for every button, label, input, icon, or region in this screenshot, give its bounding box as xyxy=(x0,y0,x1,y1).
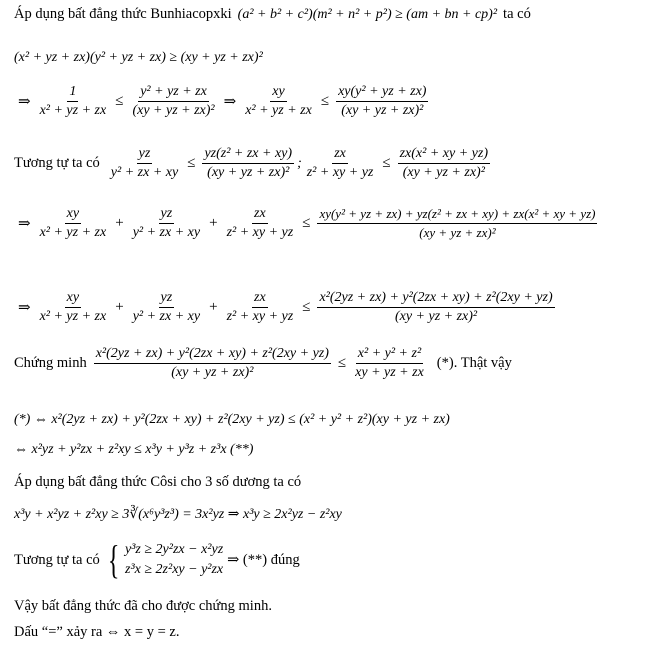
fraction: $\frac{yz}{\text{y² + zx + xy}}$ xyxy=(110,146,179,180)
fraction: $\frac{xy}{\text{x² + yz + zx}}$ xyxy=(245,84,312,118)
math-expression: (x² + yz + zx)(y² + yz + zx) ≥ (xy + yz + zx)² xyxy=(14,50,263,65)
implies-symbol: ⇒ xyxy=(18,300,31,316)
implies-symbol: ⇒ xyxy=(18,94,31,110)
fraction: $\frac{1}{\text{x² + yz + zx}}$ xyxy=(39,84,107,118)
text: ta có xyxy=(503,6,531,22)
line-similarly xyxy=(14,146,667,181)
fraction: $\frac{\text{xy(y² + yz + zx)}}{\text{(xy + yz + zx)²}}$ xyxy=(338,84,427,118)
fraction: $\frac{\text{y² + yz + zx}}{\text{(xy + yz + zx)²}}$ xyxy=(132,84,215,118)
relation: ≤ xyxy=(302,215,311,231)
fraction: $\frac{\text{xy(y² + yz + zx) + yz(z² + zx + xy) + zx(x² + xy + yz)}}{\text{(xy + yz + zx)²}}$ xyxy=(319,206,596,240)
text: ⇒ (**) đúng xyxy=(227,551,300,568)
line-similarly-system xyxy=(14,537,667,582)
relation: ≤ xyxy=(382,155,391,171)
implies-symbol: ⇒ xyxy=(223,94,237,110)
brace: { xyxy=(107,537,120,582)
line-bunhiacopxki xyxy=(14,6,667,23)
system-row: y³z ≥ 2y²zx − x²yz xyxy=(125,542,224,557)
fraction: $\frac{\text{yz(z² + zx + xy)}}{\text{(xy + yz + zx)²}}$ xyxy=(204,146,293,180)
text: Tương tự ta có xyxy=(14,155,100,171)
line-cosi-inequality xyxy=(14,506,667,523)
fraction: $\frac{yz}{\text{y² + zx + xy}}$ xyxy=(132,290,201,324)
fraction: $\frac{\text{x²(2yz + zx) + y²(2zx + xy) + z²(2xy + yz)}}{\text{(xy + yz + zx)²}}$ xyxy=(95,346,329,380)
fraction: $\frac{\text{zx(x² + xy + yz)}}{\text{(xy + yz + zx)²}}$ xyxy=(399,146,488,180)
text: Vậy bất đẳng thức đã cho được chứng minh. xyxy=(14,598,272,614)
line-inequality xyxy=(14,50,667,66)
fraction: $\frac{zx}{\text{z² + xy + yz}}$ xyxy=(226,290,294,324)
relation: ≤ xyxy=(337,355,347,371)
line-conclusion xyxy=(14,598,667,615)
text: Chứng minh xyxy=(14,355,87,371)
text: Dấu “=” xảy ra ⇔ x = y = z. xyxy=(14,624,180,640)
line-equality xyxy=(14,624,667,641)
fraction: $\frac{xy}{\text{x² + yz + zx}}$ xyxy=(39,290,107,324)
equation-system xyxy=(104,537,224,582)
plus: + xyxy=(115,215,124,231)
plus: + xyxy=(209,299,218,315)
text: Áp dụng bất đẳng thức Côsi cho 3 số dương ta có xyxy=(14,474,302,490)
math-expression: x³y + x²yz + z²xy ≥ 3∛(x⁶y³z³) = 3x²yz ⇒ x³y ≥ 2x²yz − z²xy xyxy=(14,507,342,522)
math-expression: ⇔ x²yz + y²zx + z²xy ≤ x³y + y³z + z³x (**) xyxy=(14,442,254,457)
fraction: $\frac{zx}{\text{z² + xy + yz}}$ xyxy=(226,206,294,240)
fraction: $\frac{\text{x² + y² + z²}}{xy + yz + zx}$ xyxy=(355,346,424,380)
system-row: z³x ≥ 2z²xy − y²zx xyxy=(125,562,224,577)
plus: + xyxy=(115,299,124,315)
fraction: $\frac{zx}{\text{z² + xy + yz}}$ xyxy=(306,146,374,180)
text: Tương tự ta có xyxy=(14,551,100,568)
line-equivalence-1 xyxy=(14,412,667,428)
math-expression: (*) ⇔ x²(2yz + zx) + y²(2zx + xy) + z²(2xy + yz) ≤ (x² + y² + z²)(xy + yz + zx) xyxy=(14,412,450,427)
line-sum-1 xyxy=(14,206,667,241)
implies-symbol: ⇒ xyxy=(18,216,31,232)
tag: (*) xyxy=(436,355,454,371)
relation: ≤ xyxy=(302,299,311,315)
text: . Thật vậy xyxy=(453,355,512,371)
line-prove xyxy=(14,346,667,381)
line-equivalence-2 xyxy=(14,442,667,458)
line-sum-2 xyxy=(14,290,667,325)
relation: ≤ xyxy=(320,93,330,109)
line-cosi xyxy=(14,474,667,491)
fraction: $\frac{xy}{\text{x² + yz + zx}}$ xyxy=(39,206,107,240)
fraction: $\frac{\text{x²(2yz + zx) + y²(2zx + xy) + z²(2xy + yz)}}{\text{(xy + yz + zx)²}}$ xyxy=(319,290,553,324)
text: Áp dụng bất đẳng thức Bunhiacopxki xyxy=(14,6,232,22)
separator: ; xyxy=(297,155,302,171)
line-implication-1 xyxy=(14,84,667,119)
relation: ≤ xyxy=(115,93,124,109)
plus: + xyxy=(209,215,218,231)
fraction: $\frac{yz}{\text{y² + zx + xy}}$ xyxy=(132,206,201,240)
math-expression: (a² + b² + c²)(m² + n² + p²) ≥ (am + bn + cp)² xyxy=(237,6,498,22)
relation: ≤ xyxy=(187,155,196,171)
